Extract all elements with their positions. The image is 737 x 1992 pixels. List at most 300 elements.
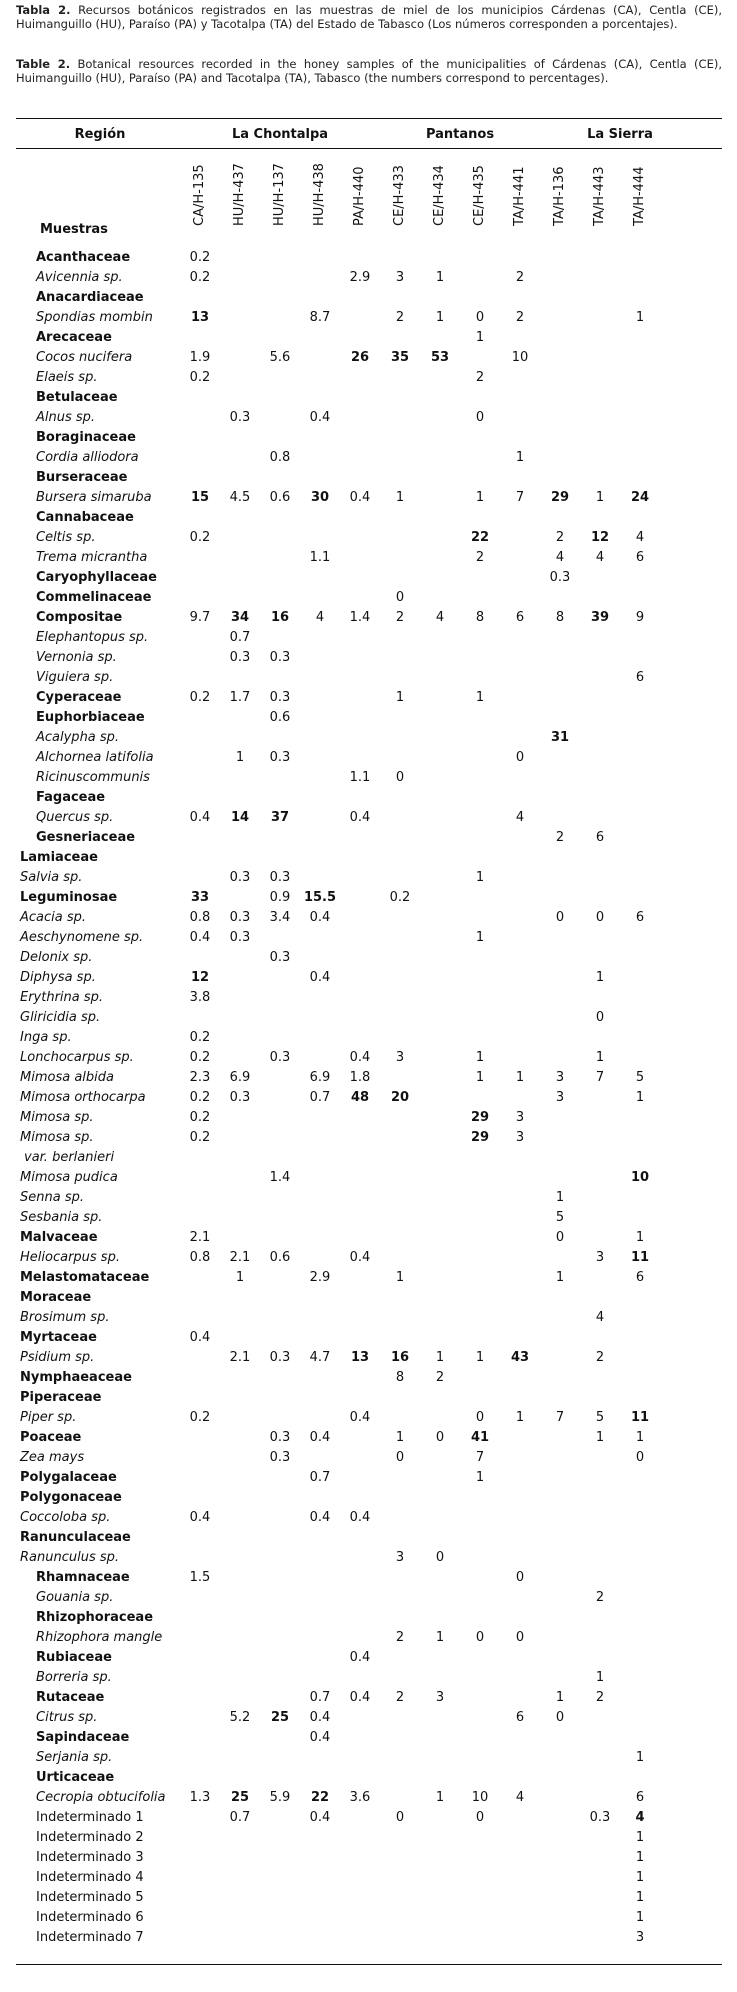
table-cell: 5.2 bbox=[229, 1710, 251, 1725]
table-cell: 1 bbox=[235, 1270, 245, 1285]
table-cell: 8 bbox=[395, 1370, 405, 1385]
table-cell: 1 bbox=[475, 1050, 485, 1065]
table-cell: 2.3 bbox=[189, 1070, 211, 1085]
family-label: Boraginaceae bbox=[36, 430, 136, 445]
table-cell: 4 bbox=[635, 1810, 645, 1825]
table-cell: 1 bbox=[635, 1890, 645, 1905]
table-row bbox=[0, 1708, 737, 1728]
table-cell: 0.4 bbox=[349, 1510, 371, 1525]
table-cell: 3 bbox=[595, 1250, 605, 1265]
table-cell: 0 bbox=[515, 1630, 525, 1645]
table-row bbox=[0, 748, 737, 768]
table-row bbox=[0, 768, 737, 788]
table-cell: 1 bbox=[235, 750, 245, 765]
table-row bbox=[0, 668, 737, 688]
table-row bbox=[0, 1168, 737, 1188]
table-cell: 2 bbox=[595, 1690, 605, 1705]
table-cell: 29 bbox=[470, 1110, 490, 1125]
table-row bbox=[0, 808, 737, 828]
table-cell: 22 bbox=[470, 530, 490, 545]
table-row bbox=[0, 468, 737, 488]
table-cell: 1 bbox=[435, 1350, 445, 1365]
taxon-label: Celtis sp. bbox=[36, 530, 96, 545]
taxon-label: Borreria sp. bbox=[36, 1670, 112, 1685]
table-cell: 39 bbox=[590, 610, 610, 625]
taxon-label: Gouania sp. bbox=[36, 1590, 114, 1605]
table-cell: 2 bbox=[555, 530, 565, 545]
table-cell: 10 bbox=[471, 1790, 489, 1805]
table-cell: 6.9 bbox=[229, 1070, 251, 1085]
taxon-label: Rhizophora mangle bbox=[36, 1630, 163, 1645]
taxon-label: Mimosa albida bbox=[20, 1070, 114, 1085]
table-cell: 0.4 bbox=[309, 970, 331, 985]
table-row bbox=[0, 1748, 737, 1768]
table-cell: 0.9 bbox=[269, 890, 291, 905]
taxon-label: Salvia sp. bbox=[20, 870, 83, 885]
table-cell: 29 bbox=[550, 490, 570, 505]
table-cell: 0 bbox=[475, 310, 485, 325]
table-cell: 1 bbox=[475, 870, 485, 885]
table-row bbox=[0, 288, 737, 308]
table-row bbox=[0, 1008, 737, 1028]
table-cell: 0.3 bbox=[269, 690, 291, 705]
table-cell: 2 bbox=[395, 310, 405, 325]
table-cell: 2 bbox=[395, 1630, 405, 1645]
table-cell: 1.3 bbox=[189, 1790, 211, 1805]
family-label: Rhamnaceae bbox=[36, 1570, 130, 1585]
table-row bbox=[0, 1628, 737, 1648]
table-cell: 0.2 bbox=[189, 270, 211, 285]
table-cell: 5.9 bbox=[269, 1790, 291, 1805]
family-label: Euphorbiaceae bbox=[36, 710, 145, 725]
table-row bbox=[0, 568, 737, 588]
family-label: Melastomataceae bbox=[20, 1270, 150, 1285]
table-cell: 2 bbox=[595, 1350, 605, 1365]
table-cell: 34 bbox=[230, 610, 250, 625]
column-header: TA/H-444 bbox=[632, 166, 647, 226]
table-cell: 0 bbox=[395, 770, 405, 785]
table-cell: 3 bbox=[395, 1050, 405, 1065]
region-header: Región bbox=[74, 127, 126, 142]
table-cell: 0 bbox=[595, 910, 605, 925]
table-cell: 20 bbox=[390, 1090, 410, 1105]
table-row bbox=[0, 1288, 737, 1308]
indeterminate-label: Indeterminado 3 bbox=[36, 1850, 144, 1865]
family-label: Commelinaceae bbox=[36, 590, 152, 605]
indeterminate-label: Indeterminado 7 bbox=[36, 1930, 144, 1945]
table-cell: 4 bbox=[555, 550, 565, 565]
table-cell: 0 bbox=[595, 1010, 605, 1025]
table-cell: 0.2 bbox=[189, 1030, 211, 1045]
table-row bbox=[0, 648, 737, 668]
table-cell: 10 bbox=[630, 1170, 650, 1185]
table-cell: 1 bbox=[635, 1870, 645, 1885]
table-cell: 0.2 bbox=[189, 1410, 211, 1425]
family-label: Fagaceae bbox=[36, 790, 106, 805]
table-cell: 0.4 bbox=[349, 810, 371, 825]
table-row bbox=[0, 1588, 737, 1608]
table-cell: 2.1 bbox=[229, 1350, 251, 1365]
table-row bbox=[0, 708, 737, 728]
table-cell: 1 bbox=[475, 1350, 485, 1365]
table-row bbox=[0, 488, 737, 508]
table-cell: 0.8 bbox=[269, 450, 291, 465]
table-cell: 0.3 bbox=[229, 650, 251, 665]
table-cell: 1 bbox=[635, 1850, 645, 1865]
table-cell: 0.2 bbox=[189, 1130, 211, 1145]
table-row bbox=[0, 1388, 737, 1408]
table-cell: 30 bbox=[310, 490, 330, 505]
table-row bbox=[0, 1148, 737, 1168]
table-cell: 0.7 bbox=[229, 630, 251, 645]
table-cell: 1.4 bbox=[269, 1170, 291, 1185]
table-cell: 1.1 bbox=[349, 770, 371, 785]
column-header: CE/H-433 bbox=[392, 165, 407, 226]
table-cell: 14 bbox=[230, 810, 250, 825]
taxon-label: Gliricidia sp. bbox=[20, 1010, 101, 1025]
table-row bbox=[0, 1848, 737, 1868]
column-header: HU/H-137 bbox=[272, 163, 287, 226]
table-cell: 0.4 bbox=[349, 490, 371, 505]
taxon-label: Acacia sp. bbox=[20, 910, 87, 925]
taxon-label: Coccoloba sp. bbox=[20, 1510, 111, 1525]
column-header: CE/H-435 bbox=[472, 165, 487, 226]
table-cell: 0.4 bbox=[189, 810, 211, 825]
table-cell: 13 bbox=[190, 310, 210, 325]
table-row bbox=[0, 1528, 737, 1548]
table-cell: 1 bbox=[475, 690, 485, 705]
indeterminate-label: Indeterminado 1 bbox=[36, 1810, 144, 1825]
table-cell: 1 bbox=[395, 690, 405, 705]
table-cell: 1.5 bbox=[189, 1570, 211, 1585]
table-cell: 8.7 bbox=[309, 310, 331, 325]
table-cell: 1 bbox=[595, 490, 605, 505]
table-cell: 5 bbox=[595, 1410, 605, 1425]
table-cell: 0.2 bbox=[189, 530, 211, 545]
table-cell: 1 bbox=[595, 1050, 605, 1065]
table-cell: 4 bbox=[315, 610, 325, 625]
table-cell: 0.4 bbox=[349, 1250, 371, 1265]
family-label: Leguminosae bbox=[20, 890, 118, 905]
table-cell: 1 bbox=[635, 1230, 645, 1245]
family-label: Malvaceae bbox=[20, 1230, 98, 1245]
table-cell: 0.3 bbox=[549, 570, 571, 585]
table-top-rule bbox=[16, 118, 722, 119]
table-cell: 29 bbox=[470, 1130, 490, 1145]
family-label: Sapindaceae bbox=[36, 1730, 130, 1745]
table-row bbox=[0, 1648, 737, 1668]
region-group-chontalpa: La Chontalpa bbox=[231, 127, 329, 142]
indeterminate-label: Indeterminado 2 bbox=[36, 1830, 144, 1845]
table-cell: 2 bbox=[475, 370, 485, 385]
table-cell: 0 bbox=[435, 1550, 445, 1565]
taxon-label: Quercus sp. bbox=[36, 810, 114, 825]
table-cell: 0.3 bbox=[269, 1050, 291, 1065]
taxon-label: Aeschynomene sp. bbox=[20, 930, 144, 945]
table-cell: 1.7 bbox=[229, 690, 251, 705]
family-label: Myrtaceae bbox=[20, 1330, 97, 1345]
taxon-label: Bursera simaruba bbox=[36, 490, 152, 505]
table-row bbox=[0, 908, 737, 928]
table-cell: 1 bbox=[435, 1790, 445, 1805]
table-cell: 7 bbox=[555, 1410, 565, 1425]
table-cell: 10 bbox=[511, 350, 529, 365]
table-cell: 1 bbox=[435, 310, 445, 325]
table-cell: 1 bbox=[475, 1470, 485, 1485]
table-row bbox=[0, 1608, 737, 1628]
family-label: Arecaceae bbox=[36, 330, 112, 345]
table-cell: 1 bbox=[475, 930, 485, 945]
table-cell: 3.6 bbox=[349, 1790, 371, 1805]
table-row bbox=[0, 448, 737, 468]
table-cell: 3 bbox=[515, 1130, 525, 1145]
table-cell: 1 bbox=[555, 1190, 565, 1205]
table-cell: 13 bbox=[350, 1350, 370, 1365]
table-row bbox=[0, 1088, 737, 1108]
taxon-label: Zea mays bbox=[20, 1450, 85, 1465]
table-cell: 3 bbox=[435, 1690, 445, 1705]
table-cell: 0.3 bbox=[229, 910, 251, 925]
taxon-label: Brosimum sp. bbox=[20, 1310, 110, 1325]
table-cell: 6 bbox=[635, 1790, 645, 1805]
taxon-label: Alchornea latifolia bbox=[36, 750, 154, 765]
table-row bbox=[0, 1448, 737, 1468]
region-group-pantanos: Pantanos bbox=[425, 127, 495, 142]
table-cell: 6 bbox=[635, 1270, 645, 1285]
table-cell: 15 bbox=[190, 490, 210, 505]
table-cell: 12 bbox=[190, 970, 210, 985]
table-cell: 1 bbox=[635, 1750, 645, 1765]
taxon-label: Delonix sp. bbox=[20, 950, 93, 965]
column-header: TA/H-441 bbox=[512, 166, 527, 226]
table-cell: 25 bbox=[270, 1710, 290, 1725]
table-cell: 0 bbox=[475, 1810, 485, 1825]
table-cell: 0 bbox=[515, 750, 525, 765]
table-cell: 48 bbox=[350, 1090, 370, 1105]
table-row bbox=[0, 368, 737, 388]
table-cell: 16 bbox=[270, 610, 290, 625]
table-cell: 1 bbox=[635, 310, 645, 325]
table-row bbox=[0, 268, 737, 288]
table-row bbox=[0, 348, 737, 368]
table-cell: 2 bbox=[475, 550, 485, 565]
table-row bbox=[0, 1888, 737, 1908]
table-cell: 7 bbox=[595, 1070, 605, 1085]
table-row bbox=[0, 1308, 737, 1328]
table-cell: 2 bbox=[595, 1590, 605, 1605]
table-cell: 1 bbox=[435, 1630, 445, 1645]
table-cell: 1 bbox=[595, 1430, 605, 1445]
table-row bbox=[0, 608, 737, 628]
table-cell: 0.2 bbox=[189, 370, 211, 385]
table-cell: 0.4 bbox=[349, 1650, 371, 1665]
table-cell: 2 bbox=[555, 830, 565, 845]
table-row bbox=[0, 1228, 737, 1248]
taxon-label: Avicennia sp. bbox=[36, 270, 123, 285]
table-cell: 0.3 bbox=[229, 930, 251, 945]
table-cell: 0 bbox=[395, 590, 405, 605]
table-row bbox=[0, 1568, 737, 1588]
table-cell: 0.4 bbox=[189, 1510, 211, 1525]
table-cell: 1.8 bbox=[349, 1070, 371, 1085]
table-cell: 3 bbox=[395, 1550, 405, 1565]
table-cell: 33 bbox=[190, 890, 210, 905]
column-header: HU/H-438 bbox=[312, 163, 327, 226]
table-cell: 31 bbox=[550, 730, 570, 745]
table-cell: 0.3 bbox=[269, 1430, 291, 1445]
table-row bbox=[0, 1108, 737, 1128]
table-row bbox=[0, 308, 737, 328]
caption-text-english: Botanical resources recorded in the honey samples of the municipalities of Cárdenas (CA), Centla (CE), Huimanguillo (HU), Paraíso (PA) and Tacotalpa (TA), Tabasco (the numbers correspond to percentages). bbox=[16, 57, 722, 85]
table-cell: 35 bbox=[390, 350, 410, 365]
table-cell: 0.3 bbox=[269, 1350, 291, 1365]
caption-label-english: Table 2. bbox=[16, 57, 71, 71]
table-row bbox=[0, 548, 737, 568]
taxon-label: Trema micrantha bbox=[36, 550, 148, 565]
table-row bbox=[0, 1928, 737, 1948]
table-row bbox=[0, 1408, 737, 1428]
table-row bbox=[0, 1268, 737, 1288]
table-cell: 4 bbox=[595, 550, 605, 565]
table-row bbox=[0, 1188, 737, 1208]
table-cell: 0.2 bbox=[189, 1090, 211, 1105]
family-label: Poaceae bbox=[20, 1430, 82, 1445]
table-cell: 0 bbox=[475, 410, 485, 425]
table-cell: 0.2 bbox=[189, 1050, 211, 1065]
caption-label-spanish: Tabla 2. bbox=[16, 3, 71, 17]
taxon-label: Piper sp. bbox=[20, 1410, 77, 1425]
column-header: CE/H-434 bbox=[432, 165, 447, 226]
table-row bbox=[0, 828, 737, 848]
table-row bbox=[0, 1808, 737, 1828]
table-cell: 22 bbox=[310, 1790, 330, 1805]
table-cell: 12 bbox=[590, 530, 610, 545]
column-header: HU/H-437 bbox=[232, 163, 247, 226]
taxon-label: Cocos nucifera bbox=[36, 350, 133, 365]
family-label: Compositae bbox=[36, 610, 123, 625]
table-cell: 8 bbox=[555, 610, 565, 625]
table-caption-english bbox=[16, 57, 722, 85]
table-cell: 6 bbox=[635, 550, 645, 565]
table-cell: 1 bbox=[635, 1430, 645, 1445]
table-cell: 2.9 bbox=[309, 1270, 331, 1285]
table-cell: 1 bbox=[515, 1070, 525, 1085]
table-row bbox=[0, 1488, 737, 1508]
table-row bbox=[0, 988, 737, 1008]
table-row bbox=[0, 328, 737, 348]
table-row bbox=[0, 1048, 737, 1068]
table-cell: 0.7 bbox=[229, 1810, 251, 1825]
table-row bbox=[0, 1028, 737, 1048]
table-cell: 41 bbox=[470, 1430, 490, 1445]
taxon-label: Citrus sp. bbox=[36, 1710, 98, 1725]
table-row bbox=[0, 1868, 737, 1888]
table-row bbox=[0, 888, 737, 908]
taxon-label: Acalypha sp. bbox=[36, 730, 120, 745]
table-cell: 0 bbox=[635, 1450, 645, 1465]
table-cell: 0 bbox=[475, 1410, 485, 1425]
table-cell: 0.4 bbox=[349, 1690, 371, 1705]
table-cell: 1 bbox=[475, 330, 485, 345]
table-cell: 1 bbox=[635, 1830, 645, 1845]
table-row bbox=[0, 508, 737, 528]
table-row bbox=[0, 1428, 737, 1448]
table-cell: 3.4 bbox=[269, 910, 291, 925]
table-row bbox=[0, 1908, 737, 1928]
table-row bbox=[0, 848, 737, 868]
sierra-underline bbox=[536, 148, 722, 149]
taxon-label: Serjania sp. bbox=[36, 1750, 113, 1765]
table-row bbox=[0, 248, 737, 268]
table-row bbox=[0, 1348, 737, 1368]
table-cell: 0.4 bbox=[309, 410, 331, 425]
table-cell: 4 bbox=[515, 1790, 525, 1805]
table-cell: 1.4 bbox=[349, 610, 371, 625]
table-cell: 1 bbox=[595, 970, 605, 985]
table-cell: 0.3 bbox=[589, 1810, 611, 1825]
table-cell: 6 bbox=[635, 670, 645, 685]
family-label: Polygalaceae bbox=[20, 1470, 117, 1485]
table-cell: 1 bbox=[595, 1670, 605, 1685]
family-label: Rutaceae bbox=[36, 1690, 105, 1705]
table-cell: 6 bbox=[635, 910, 645, 925]
table-cell: 0.6 bbox=[269, 710, 291, 725]
table-cell: 2 bbox=[395, 1690, 405, 1705]
table-cell: 9 bbox=[635, 610, 645, 625]
family-label: Acanthaceae bbox=[36, 250, 131, 265]
taxon-label: Mimosa pudica bbox=[20, 1170, 118, 1185]
table-cell: 0.7 bbox=[309, 1690, 331, 1705]
table-row bbox=[0, 948, 737, 968]
table-cell: 8 bbox=[475, 610, 485, 625]
table-row bbox=[0, 1328, 737, 1348]
taxon-label: Mimosa orthocarpa bbox=[20, 1090, 146, 1105]
taxon-label: Elephantopus sp. bbox=[36, 630, 149, 645]
table-row bbox=[0, 728, 737, 748]
table-cell: 0.2 bbox=[389, 890, 411, 905]
table-row bbox=[0, 868, 737, 888]
table-cell: 5.6 bbox=[269, 350, 291, 365]
family-label: Cannabaceae bbox=[36, 510, 134, 525]
family-label: Burseraceae bbox=[36, 470, 128, 485]
table-cell: 0.2 bbox=[189, 250, 211, 265]
table-cell: 11 bbox=[630, 1250, 650, 1265]
taxon-label: Lonchocarpus sp. bbox=[20, 1050, 134, 1065]
table-cell: 1 bbox=[435, 270, 445, 285]
muestras-header: Muestras bbox=[40, 222, 108, 237]
table-cell: 0.4 bbox=[349, 1050, 371, 1065]
table-cell: 0.8 bbox=[189, 1250, 211, 1265]
taxon-label: Inga sp. bbox=[20, 1030, 72, 1045]
table-cell: 6 bbox=[515, 610, 525, 625]
taxon-label: Heliocarpus sp. bbox=[20, 1250, 120, 1265]
indeterminate-label: Indeterminado 6 bbox=[36, 1910, 144, 1925]
family-label: Piperaceae bbox=[20, 1390, 102, 1405]
taxon-label: Ricinuscommunis bbox=[36, 770, 150, 785]
table-cell: 6 bbox=[595, 830, 605, 845]
column-header: TA/H-136 bbox=[552, 166, 567, 226]
table-cell: 0.3 bbox=[229, 410, 251, 425]
table-cell: 3 bbox=[555, 1090, 565, 1105]
table-cell: 0 bbox=[555, 1230, 565, 1245]
table-cell: 2.1 bbox=[229, 1250, 251, 1265]
family-label: Nymphaeaceae bbox=[20, 1370, 132, 1385]
table-cell: 1 bbox=[395, 490, 405, 505]
table-cell: 9.7 bbox=[189, 610, 211, 625]
table-cell: 0.4 bbox=[189, 930, 211, 945]
table-cell: 0.3 bbox=[229, 870, 251, 885]
table-cell: 1 bbox=[475, 490, 485, 505]
